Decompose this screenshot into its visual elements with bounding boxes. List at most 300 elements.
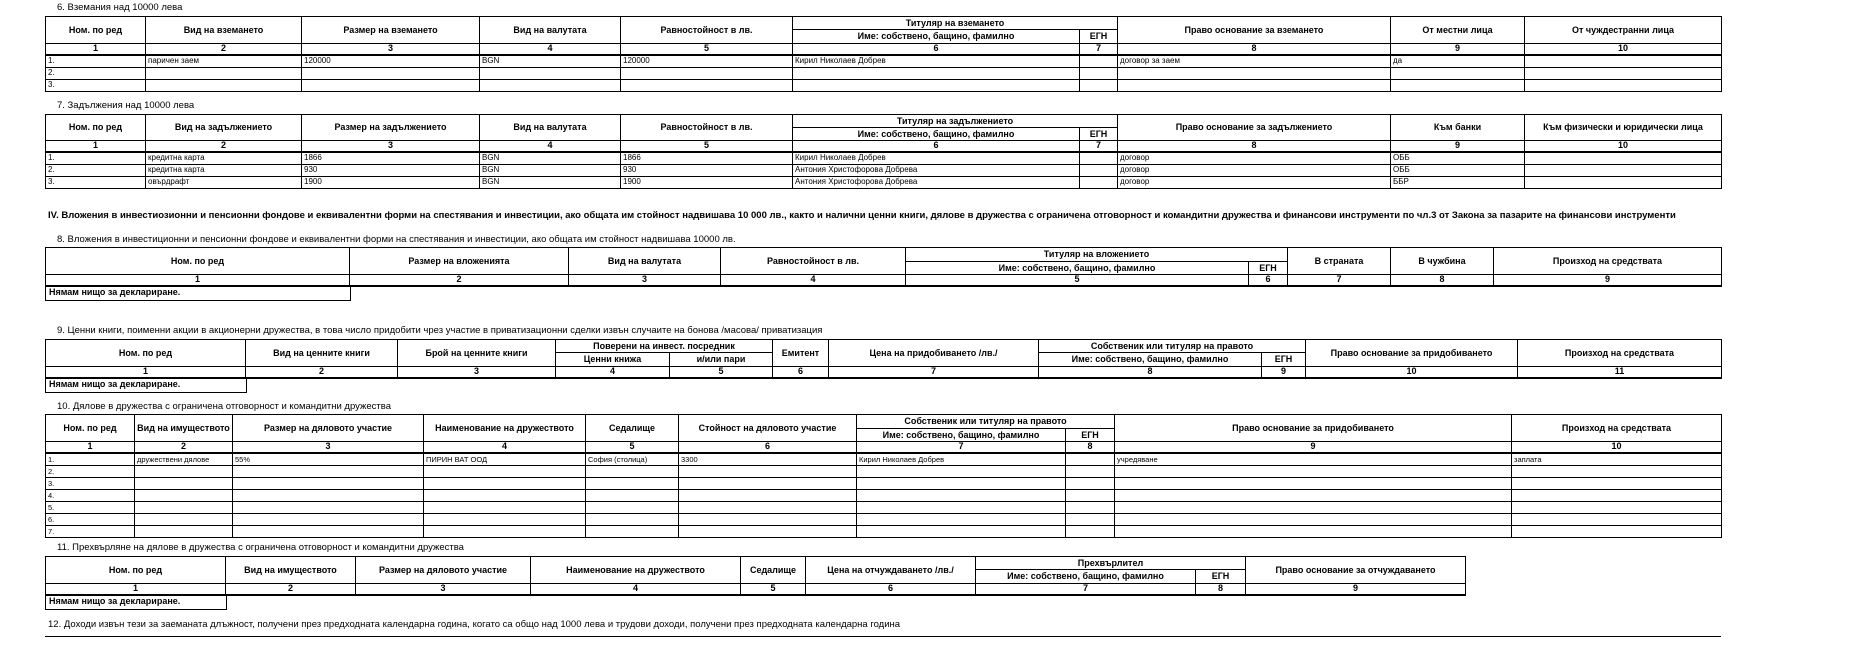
data-cell — [1525, 55, 1722, 68]
column-number: 8 — [1118, 141, 1391, 153]
column-number: 10 — [1525, 43, 1722, 55]
data-cell: кредитна карта — [146, 152, 302, 165]
column-header: Право основание за придобиването — [1306, 339, 1518, 366]
investments-table-mount — [45, 247, 1850, 301]
column-header: Ном. по ред — [46, 557, 226, 584]
data-cell: 1. — [46, 55, 146, 68]
column-header: Равностойност в лв. — [721, 248, 906, 275]
no-declare-note: Нямам нищо за деклариране. — [45, 596, 227, 610]
column-number-row — [46, 141, 1722, 153]
column-header: Седалище — [741, 557, 806, 584]
column-number: 2 — [246, 366, 398, 378]
column-header: Ном. по ред — [46, 248, 350, 275]
data-cell: Кирил Николаев Добрев — [793, 55, 1080, 68]
data-cell — [424, 478, 586, 490]
column-header: От местни лица — [1391, 16, 1525, 43]
data-cell: 120000 — [302, 55, 480, 68]
table-row — [46, 478, 1722, 490]
data-cell — [302, 79, 480, 91]
data-cell — [135, 490, 233, 502]
data-cell: ББР — [1391, 177, 1525, 189]
column-header: Цена на придобиването /лв./ — [829, 339, 1039, 366]
data-cell: заплата — [1512, 453, 1722, 466]
column-number: 4 — [556, 366, 670, 378]
data-cell — [586, 514, 679, 526]
data-cell: договор — [1118, 177, 1391, 189]
column-number: 8 — [1066, 442, 1115, 454]
column-header: Наименование на дружеството — [424, 415, 586, 442]
data-cell — [586, 466, 679, 478]
next-table-top-border — [45, 636, 1721, 637]
column-number: 5 — [621, 43, 793, 55]
data-cell: дружествени дялове — [135, 453, 233, 466]
column-number: 8 — [1118, 43, 1391, 55]
table-row — [46, 55, 1722, 68]
declaration-table — [45, 114, 1722, 190]
data-cell — [857, 502, 1066, 514]
data-cell — [857, 526, 1066, 538]
data-cell — [1066, 514, 1115, 526]
column-header: В страната — [1288, 248, 1391, 275]
column-number: 1 — [46, 275, 350, 287]
column-header: Титуляр на вземането — [793, 16, 1118, 29]
column-subheader: Име: собствено, бащино, фамилно — [857, 428, 1066, 441]
column-number: 3 — [398, 366, 556, 378]
column-header: Вид на вземането — [146, 16, 302, 43]
data-cell — [135, 514, 233, 526]
section-12-heading: 12. Доходи извън тези за заеманата длъжност, получени през предходната календарна година, когато са общо над 1000 лева и трудови доходи, получени през предходната календарна година — [48, 618, 901, 630]
column-subheader: Име: собствено, бащино, фамилно — [1039, 353, 1262, 366]
column-number: 9 — [1246, 583, 1466, 595]
data-cell — [424, 502, 586, 514]
table-row — [46, 453, 1722, 466]
data-cell — [1118, 67, 1391, 79]
column-number: 5 — [670, 366, 773, 378]
data-cell — [857, 466, 1066, 478]
column-header: Цена на отчуждаването /лв./ — [806, 557, 976, 584]
column-number: 6 — [679, 442, 857, 454]
column-number-row — [46, 583, 1466, 595]
data-cell — [1080, 79, 1118, 91]
data-cell — [1066, 526, 1115, 538]
table-row — [46, 67, 1722, 79]
data-cell: да — [1391, 55, 1525, 68]
column-header: Право основание за вземането — [1118, 16, 1391, 43]
data-cell — [424, 514, 586, 526]
data-cell: 930 — [302, 165, 480, 177]
data-cell — [1066, 466, 1115, 478]
table-row — [46, 165, 1722, 177]
data-cell — [679, 526, 857, 538]
data-cell — [1115, 502, 1512, 514]
column-header: Титуляр на вложението — [906, 248, 1288, 261]
column-subheader: ЕГН — [1262, 353, 1306, 366]
data-cell: ПИРИН ВАТ ООД — [424, 453, 586, 466]
column-number: 4 — [480, 43, 621, 55]
declaration-table — [45, 16, 1722, 92]
column-header: Вид на валутата — [480, 16, 621, 43]
data-cell — [1525, 165, 1722, 177]
data-cell — [586, 526, 679, 538]
data-cell — [135, 478, 233, 490]
data-cell — [679, 514, 857, 526]
data-cell: 7. — [46, 526, 135, 538]
data-cell: Антония Христофорова Добрева — [793, 177, 1080, 189]
section-heading: 7. Задължения над 10000 лева — [57, 99, 195, 111]
data-cell — [857, 478, 1066, 490]
column-header: Произход на средствата — [1494, 248, 1722, 275]
data-cell: договор за заем — [1118, 55, 1391, 68]
receivables-table-mount — [45, 16, 1850, 92]
column-subheader: ЕГН — [1080, 30, 1118, 43]
declaration-table — [45, 247, 1722, 287]
data-cell — [1066, 490, 1115, 502]
section-heading: 9. Ценни книги, поименни акции в акционерни дружества, в това число придобити чрез участие в приватизационни сделки извън случаите на бонова /масова/ приватизация — [57, 325, 823, 337]
column-header: Вид на задължението — [146, 114, 302, 141]
data-cell — [1512, 526, 1722, 538]
column-header: Размер на дяловото участие — [233, 415, 424, 442]
section-heading: 11. Прехвърляне на дялове в дружества с ограничена отговорност и командитни дружества — [57, 542, 464, 554]
column-header: Произход на средствата — [1512, 415, 1722, 442]
column-header: Емитент — [773, 339, 829, 366]
data-cell — [1118, 79, 1391, 91]
section-heading: 6. Вземания над 10000 лева — [57, 2, 183, 13]
column-header: Вид на имуществото — [226, 557, 356, 584]
column-number: 7 — [1288, 275, 1391, 287]
column-number: 6 — [793, 141, 1080, 153]
data-cell — [233, 514, 424, 526]
data-cell — [679, 466, 857, 478]
column-header: Право основание за задължението — [1118, 114, 1391, 141]
data-cell: 2. — [46, 466, 135, 478]
column-number: 7 — [976, 583, 1196, 595]
data-cell — [1525, 79, 1722, 91]
column-number: 5 — [741, 583, 806, 595]
data-cell: Кирил Николаев Добрев — [793, 152, 1080, 165]
data-cell: Антония Христофорова Добрева — [793, 165, 1080, 177]
data-cell: Кирил Николаев Добрев — [857, 453, 1066, 466]
column-number: 6 — [793, 43, 1080, 55]
column-number: 4 — [721, 275, 906, 287]
section-iv-heading: IV. Вложения в инвестиозионни и пенсионни фондове и еквивалентни форми на спестявания и инвестиции, ако общата им стойност надвишава 10 000 лв., както и налични ценни книги, дялове в дружества с ограничена отговорност и командитни дружества и финансови инструменти по чл.3 от Закона за пазарите на финансови инструменти — [48, 210, 1676, 222]
column-header: Стойност на дяловото участие — [679, 415, 857, 442]
section-company-shares — [45, 402, 1850, 539]
liabilities-table-mount — [45, 114, 1850, 190]
data-cell — [1525, 67, 1722, 79]
column-header: Размер на вложенията — [350, 248, 569, 275]
column-number: 10 — [1306, 366, 1518, 378]
column-subheader: ЕГН — [1196, 570, 1246, 583]
column-header: Прехвърлител — [976, 557, 1246, 570]
column-number-row — [46, 275, 1722, 287]
column-number: 7 — [857, 442, 1066, 454]
data-cell — [1391, 79, 1525, 91]
column-number: 6 — [773, 366, 829, 378]
column-number: 4 — [480, 141, 621, 153]
data-cell — [1512, 502, 1722, 514]
column-number: 2 — [350, 275, 569, 287]
column-number: 5 — [621, 141, 793, 153]
column-subheader: Име: собствено, бащино, фамилно — [976, 570, 1196, 583]
column-number: 3 — [569, 275, 721, 287]
data-cell: 2. — [46, 67, 146, 79]
column-subheader: ЕГН — [1249, 261, 1288, 274]
data-cell — [679, 478, 857, 490]
column-number: 3 — [356, 583, 531, 595]
data-cell — [793, 67, 1080, 79]
data-cell: 3300 — [679, 453, 857, 466]
column-number: 3 — [233, 442, 424, 454]
data-cell — [1066, 502, 1115, 514]
data-cell — [146, 67, 302, 79]
data-cell — [586, 490, 679, 502]
column-number: 2 — [146, 141, 302, 153]
data-cell — [1066, 478, 1115, 490]
column-number: 2 — [146, 43, 302, 55]
column-number: 9 — [1115, 442, 1512, 454]
data-cell: овърдрафт — [146, 177, 302, 189]
table-row — [46, 152, 1722, 165]
section-liabilities — [45, 101, 1850, 190]
data-cell — [1512, 490, 1722, 502]
data-cell — [1080, 67, 1118, 79]
data-cell: 1900 — [302, 177, 480, 189]
table-row — [46, 79, 1722, 91]
data-cell — [857, 514, 1066, 526]
data-cell — [586, 478, 679, 490]
data-cell — [1525, 177, 1722, 189]
data-cell — [1115, 514, 1512, 526]
data-cell — [1080, 152, 1118, 165]
data-cell: 55% — [233, 453, 424, 466]
data-cell: 120000 — [621, 55, 793, 68]
data-cell — [135, 526, 233, 538]
column-header: Ном. по ред — [46, 415, 135, 442]
column-header: Размер на задължението — [302, 114, 480, 141]
data-cell — [679, 490, 857, 502]
column-header: В чужбина — [1391, 248, 1494, 275]
table-row — [46, 514, 1722, 526]
column-subheader: Ценни книжа — [556, 353, 670, 366]
data-cell: договор — [1118, 165, 1391, 177]
column-number: 3 — [302, 141, 480, 153]
column-subheader: ЕГН — [1080, 127, 1118, 140]
data-cell: договор — [1118, 152, 1391, 165]
data-cell — [1115, 490, 1512, 502]
column-number: 1 — [46, 43, 146, 55]
data-cell — [621, 79, 793, 91]
data-cell — [233, 526, 424, 538]
column-number-row — [46, 442, 1722, 454]
table-row — [46, 490, 1722, 502]
data-cell: BGN — [480, 177, 621, 189]
column-subheader: Име: собствено, бащино, фамилно — [793, 30, 1080, 43]
column-number: 2 — [226, 583, 356, 595]
declaration-table — [45, 556, 1466, 596]
data-cell: 5. — [46, 502, 135, 514]
data-cell — [233, 466, 424, 478]
table-row — [46, 177, 1722, 189]
column-header: Вид на имуществото — [135, 415, 233, 442]
column-number: 2 — [135, 442, 233, 454]
data-cell — [135, 502, 233, 514]
data-cell — [1080, 177, 1118, 189]
data-cell — [480, 79, 621, 91]
column-number: 7 — [1080, 43, 1118, 55]
data-cell: 3. — [46, 478, 135, 490]
column-number: 7 — [829, 366, 1039, 378]
data-cell — [1525, 152, 1722, 165]
column-header: Право основание за придобиването — [1115, 415, 1512, 442]
column-number: 10 — [1525, 141, 1722, 153]
data-cell: паричен заем — [146, 55, 302, 68]
data-cell — [793, 79, 1080, 91]
column-header: Към банки — [1391, 114, 1525, 141]
column-header: Вид на валутата — [569, 248, 721, 275]
column-header: Собственик или титуляр на правото — [1039, 339, 1306, 352]
column-number: 1 — [46, 583, 226, 595]
data-cell: ОББ — [1391, 152, 1525, 165]
column-header: Брой на ценните книги — [398, 339, 556, 366]
column-number: 1 — [46, 442, 135, 454]
data-cell — [233, 502, 424, 514]
column-number: 9 — [1262, 366, 1306, 378]
column-header: Ном. по ред — [46, 339, 246, 366]
data-cell — [1066, 453, 1115, 466]
column-subheader: и/или пари — [670, 353, 773, 366]
column-header: Седалище — [586, 415, 679, 442]
data-cell — [1115, 466, 1512, 478]
data-cell — [424, 526, 586, 538]
declaration-table — [45, 414, 1722, 538]
column-number: 6 — [806, 583, 976, 595]
column-number: 9 — [1494, 275, 1722, 287]
column-subheader: Име: собствено, бащино, фамилно — [793, 127, 1080, 140]
column-header: Собственик или титуляр на правото — [857, 415, 1115, 428]
data-cell — [1512, 514, 1722, 526]
column-number: 4 — [424, 442, 586, 454]
data-cell: 3. — [46, 79, 146, 91]
data-cell: BGN — [480, 55, 621, 68]
data-cell — [1512, 478, 1722, 490]
company-shares-table-mount — [45, 414, 1850, 538]
column-header: Ном. по ред — [46, 114, 146, 141]
section-heading: 10. Дялове в дружества с ограничена отговорност и командитни дружества — [57, 400, 391, 412]
share-transfers-table-mount — [45, 556, 1850, 610]
column-number: 9 — [1391, 141, 1525, 153]
data-cell — [146, 79, 302, 91]
data-cell: кредитна карта — [146, 165, 302, 177]
declaration-table — [45, 339, 1722, 379]
data-cell: 1866 — [621, 152, 793, 165]
data-cell — [1115, 478, 1512, 490]
column-subheader: ЕГН — [1066, 428, 1115, 441]
data-cell — [1115, 526, 1512, 538]
data-cell — [233, 478, 424, 490]
data-cell — [135, 466, 233, 478]
table-row — [46, 502, 1722, 514]
no-declare-note: Нямам нищо за деклариране. — [45, 287, 351, 301]
column-number: 1 — [46, 366, 246, 378]
table-row — [46, 466, 1722, 478]
column-number: 5 — [906, 275, 1249, 287]
column-number: 3 — [302, 43, 480, 55]
column-header: От чуждестранни лица — [1525, 16, 1722, 43]
data-cell — [1080, 165, 1118, 177]
data-cell — [679, 502, 857, 514]
data-cell — [424, 490, 586, 502]
section-receivables — [45, 0, 1850, 92]
section-investments — [45, 235, 1850, 302]
column-header: Произход на средствата — [1518, 339, 1722, 366]
data-cell — [302, 67, 480, 79]
data-cell — [424, 466, 586, 478]
column-header: Наименование на дружеството — [531, 557, 741, 584]
column-number: 9 — [1391, 43, 1525, 55]
column-header: Право основание за отчуждаването — [1246, 557, 1466, 584]
no-declare-note: Нямам нищо за деклариране. — [45, 379, 247, 393]
data-cell — [233, 490, 424, 502]
data-cell: учредяване — [1115, 453, 1512, 466]
column-number: 7 — [1080, 141, 1118, 153]
data-cell: 1866 — [302, 152, 480, 165]
column-number: 8 — [1196, 583, 1246, 595]
data-cell — [586, 502, 679, 514]
data-cell: 930 — [621, 165, 793, 177]
section-securities — [45, 326, 1850, 393]
section-share-transfers — [45, 543, 1850, 610]
data-cell — [1391, 67, 1525, 79]
column-header: Ном. по ред — [46, 16, 146, 43]
data-cell: 3. — [46, 177, 146, 189]
data-cell — [480, 67, 621, 79]
column-header: Размер на вземането — [302, 16, 480, 43]
column-header: Равностойност в лв. — [621, 114, 793, 141]
column-number: 4 — [531, 583, 741, 595]
column-number: 6 — [1249, 275, 1288, 287]
column-header: Вид на ценните книги — [246, 339, 398, 366]
column-number: 1 — [46, 141, 146, 153]
column-number-row — [46, 366, 1722, 378]
table-row — [46, 526, 1722, 538]
column-header: Размер на дяловото участие — [356, 557, 531, 584]
data-cell: ОББ — [1391, 165, 1525, 177]
data-cell — [1512, 466, 1722, 478]
data-cell: 1900 — [621, 177, 793, 189]
column-number: 11 — [1518, 366, 1722, 378]
data-cell — [621, 67, 793, 79]
column-number: 8 — [1391, 275, 1494, 287]
data-cell: 6. — [46, 514, 135, 526]
data-cell: 2. — [46, 165, 146, 177]
data-cell: BGN — [480, 165, 621, 177]
column-header: Титуляр на задължението — [793, 114, 1118, 127]
column-header: Вид на валутата — [480, 114, 621, 141]
column-number: 5 — [586, 442, 679, 454]
column-number: 8 — [1039, 366, 1262, 378]
data-cell: 1. — [46, 453, 135, 466]
securities-table-mount — [45, 339, 1850, 393]
data-cell: София (столица) — [586, 453, 679, 466]
column-number: 10 — [1512, 442, 1722, 454]
data-cell: 4. — [46, 490, 135, 502]
column-header: Поверени на инвест. посредник — [556, 339, 773, 352]
column-subheader: Име: собствено, бащино, фамилно — [906, 261, 1249, 274]
data-cell — [1080, 55, 1118, 68]
column-header: Към физически и юридически лица — [1525, 114, 1722, 141]
section-heading: 8. Вложения в инвестиционни и пенсионни фондове и еквивалентни форми на спестявания и инвестиции, ако общата им стойност надвишава 10000 лв. — [57, 233, 736, 245]
data-cell — [857, 490, 1066, 502]
